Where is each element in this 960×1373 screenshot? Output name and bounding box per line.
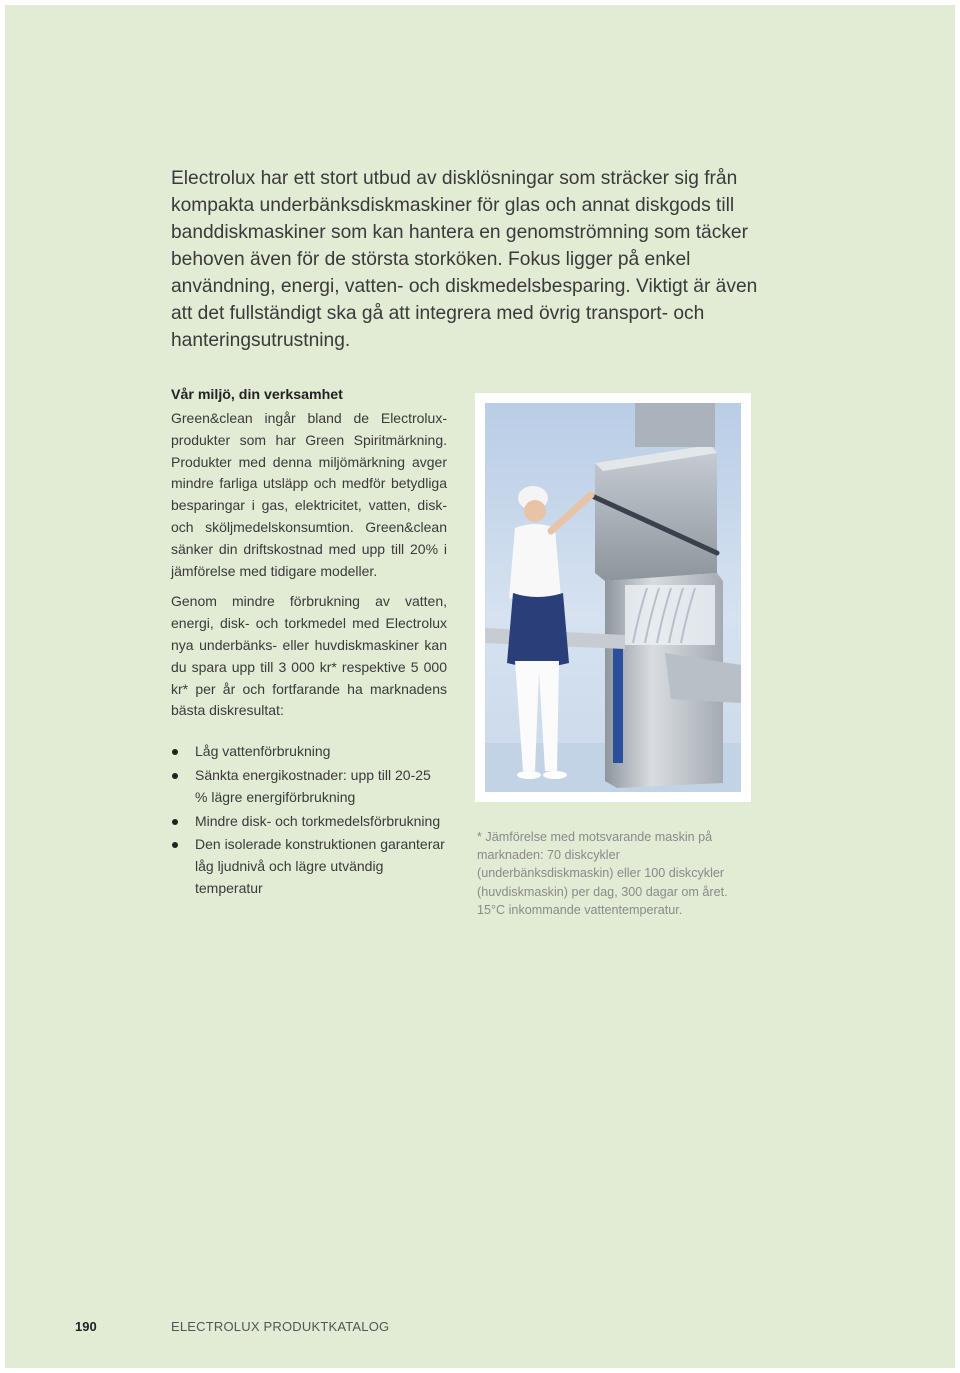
list-item: Mindre disk- och torkmedelsförbrukning — [171, 811, 447, 833]
bullet-icon — [172, 819, 178, 825]
left-column — [171, 385, 447, 902]
section-paragraph-2: Genom mindre förbrukning av vatten, energi, disk- och torkmedel med Electrolux nya underbänks- eller huvdiskmaskiner kan du spara upp till 3 000 kr* respektive 5 000 kr* per år och fortfarande ha marknadens bästa diskresultat: — [171, 593, 447, 719]
product-photo-frame — [475, 393, 751, 802]
bullet-icon — [172, 749, 178, 755]
section-heading: Vår miljö, din verksamhet — [171, 387, 343, 403]
page-number: 190 — [75, 1319, 97, 1334]
list-item: Den isolerade konstruktionen garanterar låg ljudnivå och lägre utvändig temperatur — [171, 834, 447, 899]
product-photo — [485, 403, 741, 792]
footnote: * Jämförelse med motsvarande maskin på marknaden: 70 diskcykler (underbänksdiskmaskin) eller 100 diskcykler (huvdiskmaskin) per dag, 300 dagar om året. 15°C inkommande vattentemperatur. — [477, 830, 728, 917]
section-paragraph-1: Green&clean ingår bland de Electrolux-produkter som har Green Spiritmärkning. Produkter med denna miljömärkning avger mindre farliga utsläpp och medför betydliga besparingar i gas, elektricitet, vatten, disk- och sköljmedelskonsumtion. Green&clean sänker din driftskostnad med upp till 20% i jämförelse med tidigare modeller. — [171, 410, 447, 579]
intro-paragraph: Electrolux har ett stort utbud av disklösningar som sträcker sig från kompakta underbänksdiskmaskiner för glas och annat diskgods till banddiskmaskiner som kan hantera en genomströmning som täcker behoven även för de största storköken. Fokus ligger på enkel användning, energi, vatten- och diskmedelsbesparing. Viktigt är även att det fullständigt ska gå att integrera med övrig transport- och hanteringsutrustning. — [171, 168, 758, 351]
bullet-icon — [172, 773, 178, 779]
bullet-icon — [172, 842, 178, 848]
running-title: ELECTROLUX PRODUKTKATALOG — [171, 1319, 390, 1334]
benefit-list — [171, 741, 447, 900]
list-item: Låg vattenförbrukning — [171, 741, 447, 763]
list-item: Sänkta energikostnader: upp till 20-25 % lägre energiförbrukning — [171, 765, 447, 809]
dishwasher-illustration — [485, 403, 741, 792]
